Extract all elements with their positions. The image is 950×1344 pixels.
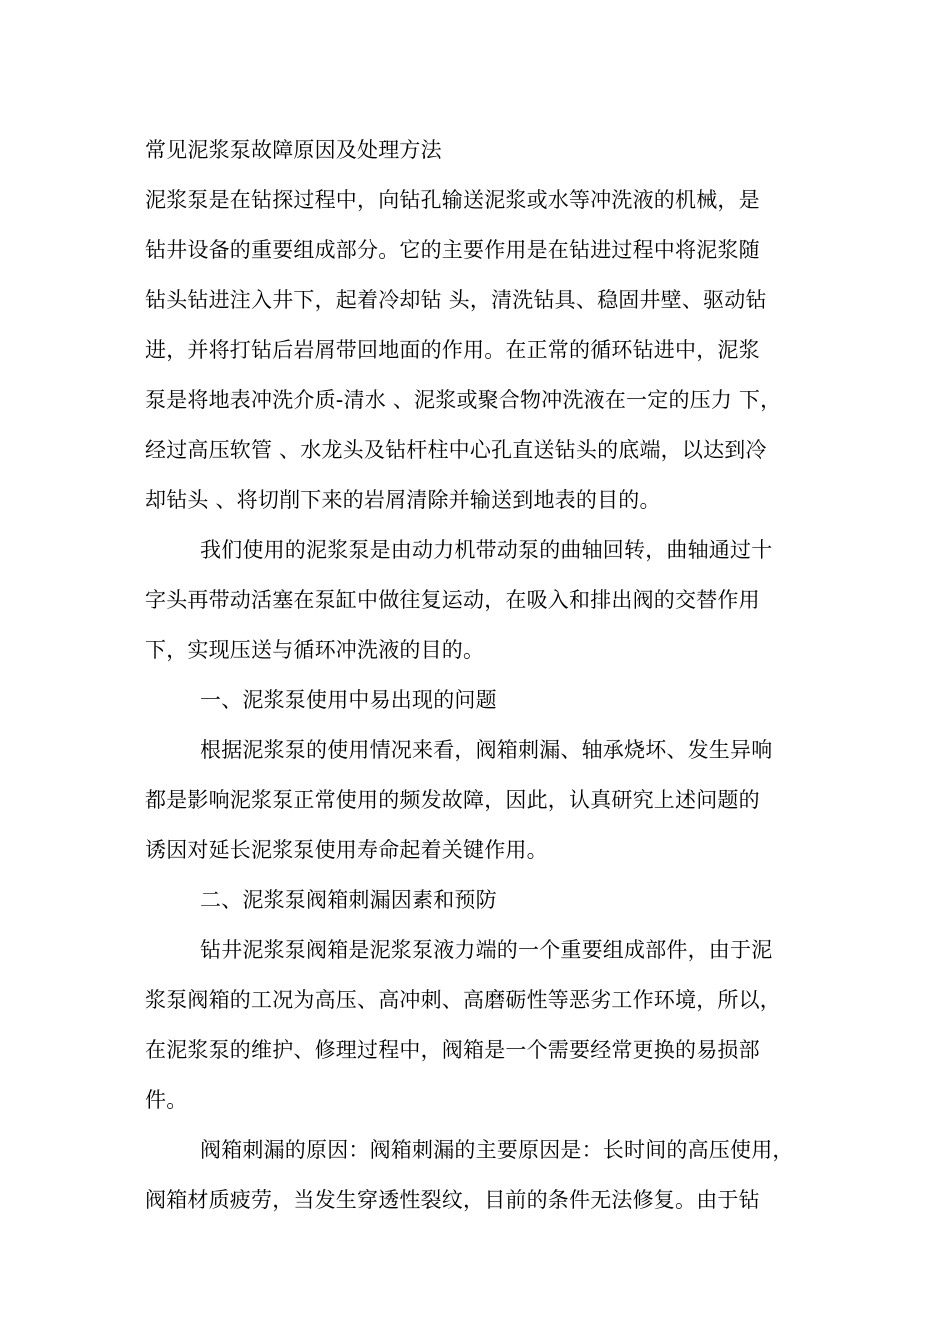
paragraph-line: 都是影响泥浆泵正常使用的频发故障，因此，认真研究上述问题的: [145, 788, 760, 812]
paragraph-line: 泥浆泵是在钻探过程中，向钻孔输送泥浆或水等冲洗液的机械，是: [145, 188, 760, 212]
section-heading: 二、泥浆泵阀箱刺漏因素和预防: [200, 888, 497, 912]
paragraph-line: 钻井泥浆泵阀箱是泥浆泵液力端的一个重要组成部件，由于泥: [200, 938, 773, 962]
paragraph-line: 字头再带动活塞在泵缸中做往复运动，在吸入和排出阀的交替作用: [145, 588, 760, 612]
paragraph-line: 根据泥浆泵的使用情况来看，阀箱刺漏、轴承烧坏、发生异响: [200, 738, 773, 762]
paragraph-line: 下，实现压送与循环冲洗液的目的。: [145, 638, 485, 662]
paragraph-line: 却钻头 、将切削下来的岩屑清除并输送到地表的目的。: [145, 488, 661, 512]
paragraph-line: 诱因对延长泥浆泵使用寿命起着关键作用。: [145, 838, 548, 862]
paragraph-line: 进，并将打钻后岩屑带回地面的作用。在正常的循环钻进中，泥浆: [145, 338, 760, 362]
paragraph-line: 经过高压软管 、水龙头及钻杆柱中心孔直送钻头的底端，以达到冷: [145, 438, 767, 462]
document-title: 常见泥浆泵故障原因及处理方法: [145, 138, 442, 162]
paragraph-line: 浆泵阀箱的工况为高压、高冲刺、高磨砺性等恶劣工作环境，所以，: [145, 988, 781, 1012]
paragraph-line: 件。: [145, 1088, 188, 1112]
paragraph-line: 泵是将地表冲洗介质-清水 、泥浆或聚合物冲洗液在一定的压力 下，: [145, 388, 782, 412]
paragraph-line: 在泥浆泵的维护、修理过程中，阀箱是一个需要经常更换的易损部: [145, 1038, 760, 1062]
paragraph-line: 钻井设备的重要组成部分。它的主要作用是在钻进过程中将泥浆随: [145, 238, 760, 262]
paragraph-line: 我们使用的泥浆泵是由动力机带动泵的曲轴回转，曲轴通过十: [200, 538, 773, 562]
paragraph-line: 阀箱材质疲劳，当发生穿透性裂纹，目前的条件无法修复。由于钻: [145, 1188, 760, 1212]
paragraph-line: 阀箱刺漏的原因：阀箱刺漏的主要原因是：长时间的高压使用，: [200, 1138, 794, 1162]
paragraph-line: 钻头钻进注入井下，起着冷却钻 头，清洗钻具、稳固井壁、驱动钻: [145, 288, 767, 312]
section-heading: 一、泥浆泵使用中易出现的问题: [200, 688, 497, 712]
